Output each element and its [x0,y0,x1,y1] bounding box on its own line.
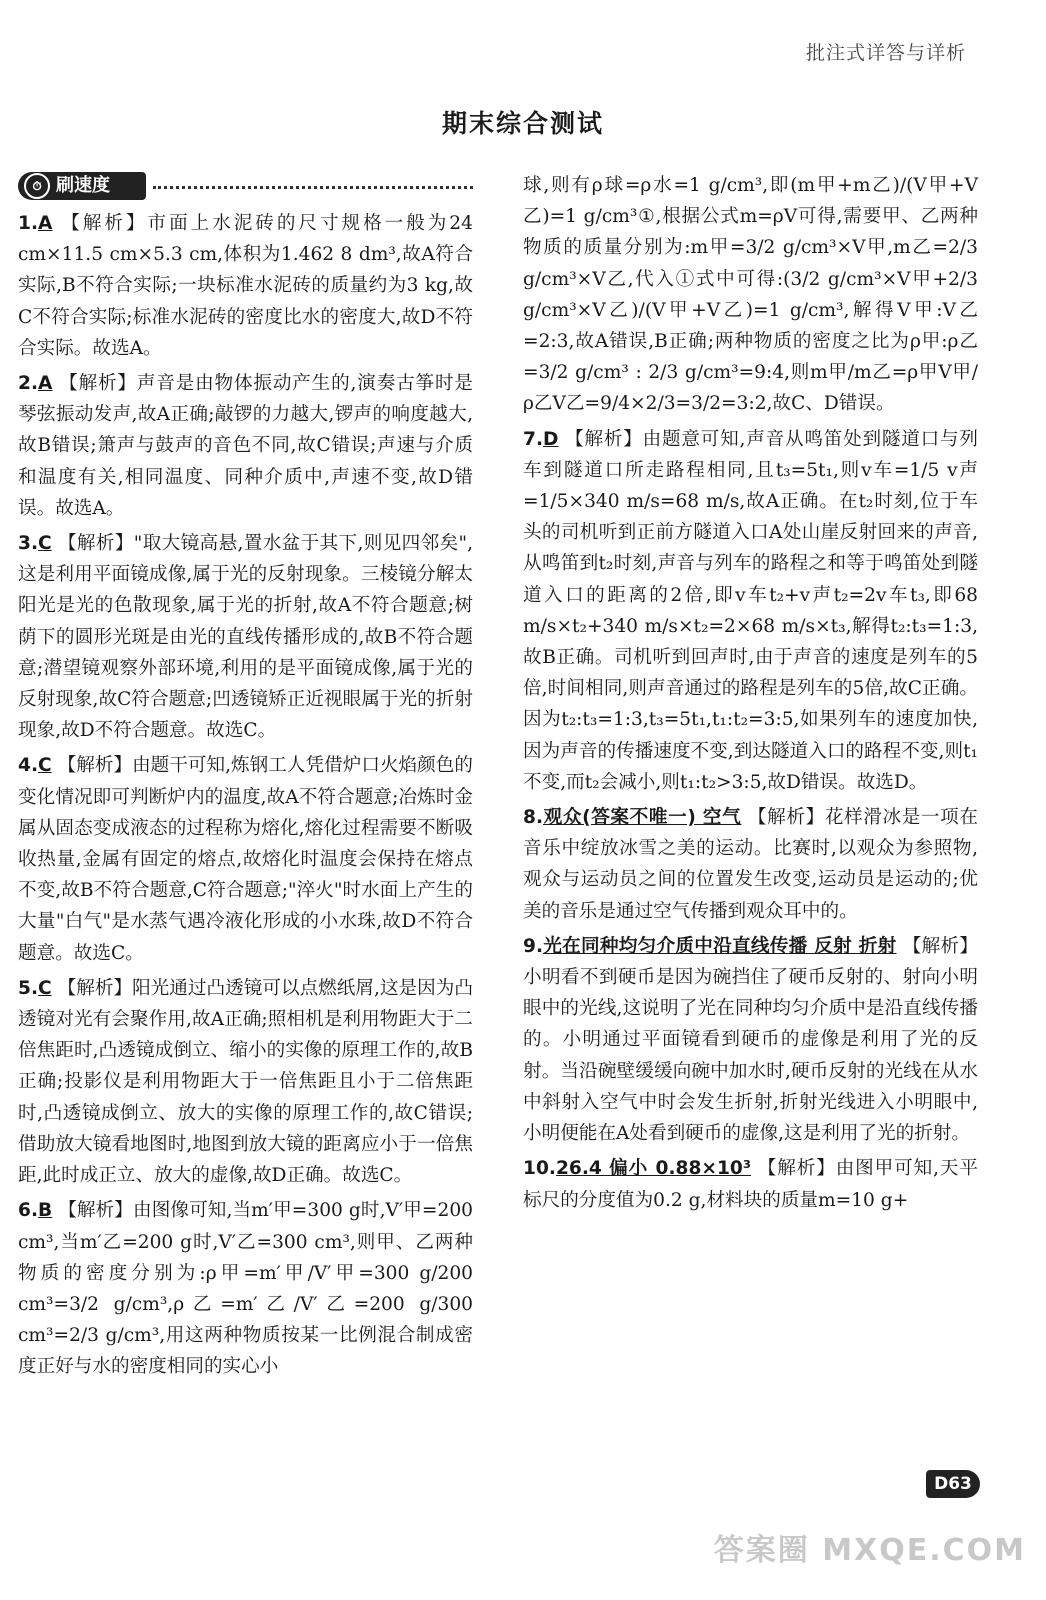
question-number: 4. [18,755,39,777]
analysis-text: 由题意可知,声音从鸣笛处到隧道口与列车到隧道口所走路程相同,且t₃=5t₁,则v车=1/5 v声=1/5×340 m/s=68 m/s,故A正确。在t₂时刻,位于车头的司机听到正前方隧道入口A处山崖反射回来的声音,从鸣笛到t₂时刻,声音与列车的路程之和等于鸣笛处到隧道入口的距离的2倍,即v车t₂+v声t₂=2v车t₃,即68 m/s×t₂+340 m/s×t₂=2×68 m/s×t₃,解得t₂:t₃=1:3,故B正确。司机听到回声时,由于声音的速度是列车的5倍,时间相同,则声音通过的路程是列车的5倍,故C正确。因为t₂:t₃=1:3,t₃=5t₁,t₁:t₂=3:5,如果列车的速度加快,因为声音的传播速度不变,到达隧道入口的路程不变,则t₁不变,而t₂会减小,则t₁:t₂>3:5,故D错误。故选D。 [523,428,978,793]
question-number: 9. [523,935,544,957]
analysis-text: 市面上水泥砖的尺寸规格一般为24 cm×11.5 cm×5.3 cm,体积为1.462 8 dm³,故A符合实际,B不符合实际;一块标准水泥砖的质量约为3 kg,故C不符合实际;标准水泥砖的密度比水的密度大,故D不符合实际。故选A。 [18,213,473,359]
answer-item [18,208,473,364]
analysis-tag: 【解析】 [61,213,148,234]
page-number: D63 [926,1470,980,1498]
answer-item [523,170,978,420]
answer-item [18,973,473,1191]
question-number: 1. [18,213,39,234]
page-title: 期末综合测试 [441,109,604,138]
right-column [523,170,978,1220]
answer-choice: A [38,213,53,234]
analysis-text: 声音是由物体振动产生的,演奏古筝时是琴弦振动发声,故A正确;敲锣的力越大,锣声的响度越大,故B错误;箫声与鼓声的音色不同,故C错误;声速与介质和温度有关,相同温度、同种介质中,声速不变,故D错误。故选A。 [18,373,473,519]
analysis-text: 球,则有ρ球=ρ水=1 g/cm³,即(m甲+m乙)/(V甲+V乙)=1 g/cm³①,根据公式m=ρV可得,需要甲、乙两种物质的质量分别为:m甲=3/2 g/cm³×V甲,m乙=2/3 g/cm³×V乙,代入①式中可得:(3/2 g/cm³×V甲+2/3 g/cm³×V乙)/(V甲+V乙)=1 g/cm³,解得V甲:V乙=2:3,故A错误,B正确;两种物质的密度之比为ρ甲:ρ乙=3/2 g/cm³ : 2/3 g/cm³=9:4,则m甲/m乙=ρ甲V甲/ρ乙V乙=9/4×2/3=3/2=3:2,故C、D错误。 [523,175,978,415]
watermark: 答案圈 MXQE.COM [713,1533,1026,1568]
analysis-tag: 【解析】 [757,1158,836,1180]
answer-choice: 光在同种均匀介质中沿直线传播 反射 折射 [543,935,897,957]
section-badge [18,172,146,200]
answer-item [18,1195,473,1382]
answer-item [523,931,978,1149]
answer-choice: A [38,373,53,395]
analysis-text: 阳光通过凸透镜可以点燃纸屑,这是因为凸透镜对光有会聚作用,故A正确;照相机是利用物距大于二倍焦距时,凸透镜成倒立、缩小的实像的原理工作的,故B正确;投影仪是利用物距大于一倍焦距且小于二倍焦距时,凸透镜成倒立、放大的实像的原理工作的,故C错误;借助放大镜看地图时,地图到放大镜的距离应小于一倍焦距,此时成正立、放大的虚像,故D正确。故选C。 [18,977,473,1187]
analysis-text: 由题干可知,炼钢工人凭借炉口火焰颜色的变化情况即可判断炉内的温度,故A不符合题意;冶炼时金属从固态变成液态的过程称为熔化,熔化过程需要不断吸收热量,金属有固定的熔点,故熔化时温度会保持在熔点不变,故B不符合题意,C符合题意;"淬火"时水面上产生的大量"白气"是水蒸气遇冷液化形成的小水珠,故D不符合题意。故选C。 [18,755,473,964]
answer-item [18,368,473,524]
section-label: 刷速度 [56,175,110,196]
answer-choice: 观众(答案不唯一) 空气 [543,807,742,829]
analysis-text: 由图甲可知,天平标尺的分度值为0.2 g,材料块的质量m=10 g+ [523,1158,978,1211]
analysis-tag: 【解析】 [57,977,133,999]
answer-item [523,1153,978,1215]
analysis-tag: 【解析】 [59,373,137,395]
header-series: 批注式详答与详析 [805,42,966,64]
answer-item [18,750,473,968]
analysis-text: 花样滑冰是一项在音乐中绽放冰雪之美的运动。比赛时,以观众为参照物,观众与运动员之间的位置发生改变,运动员是运动的;优美的音乐是通过空气传播到观众耳中的。 [523,807,978,922]
analysis-text: "取大镜高悬,置水盆于其下,则见四邻矣",这是利用平面镜成像,属于光的反射现象。三棱镜分解太阳光是光的色散现象,属于光的折射,故A不符合题意;树荫下的圆形光斑是由光的直线传播形成的,故B不符合题意;潜望镜观察外部环境,利用的是平面镜成像,属于光的反射现象,故C符合题意;凹透镜矫正近视眼属于光的折射现象,故D不符合题意。故选C。 [18,533,473,742]
answer-item [523,424,978,798]
analysis-text: 由图像可知,当m′甲=300 g时,V′甲=200 cm³,当m′乙=200 g时,V′乙=300 cm³,则甲、乙两种物质的密度分别为:ρ甲=m′甲/V′甲=300 g/200 cm³=3/2 g/cm³,ρ乙=m′乙/V′乙=200 g/300 cm³=2/3 g/cm³,用这两种物质按某一比例混合制成密度正好与水的密度相同的实心小 [18,1200,473,1378]
answer-item [523,802,978,927]
section-divider [153,186,473,189]
question-number: 3. [18,533,39,555]
answer-choice: C [38,533,52,555]
question-number: 8. [523,807,544,829]
question-number: 2. [18,373,39,395]
analysis-tag: 【解析】 [902,935,978,957]
analysis-tag: 【解析】 [57,755,133,777]
section-header [18,170,473,206]
stopwatch-icon: ⏱ [24,173,50,199]
left-column [18,170,473,1387]
question-number: 6. [18,1200,39,1222]
answer-choice: B [38,1200,53,1222]
answer-choice: D [543,428,559,450]
question-number: 7. [523,428,544,450]
question-number: 10. [523,1158,556,1180]
analysis-text: 小明看不到硬币是因为碗挡住了硬币反射的、射向小明眼中的光线,这说明了光在同种均匀介质中是沿直线传播的。小明通过平面镜看到硬币的虚像是利用了光的反射。当沿碗壁缓缓向碗中加水时,硬币反射的光线在从水中斜射入空气中时会发生折射,折射光线进入小明眼中,小明便能在A处看到硬币的虚像,这是利用了光的折射。 [523,967,978,1145]
answer-choice: C [38,977,52,999]
analysis-tag: 【解析】 [57,533,134,555]
answer-item [18,528,473,746]
analysis-tag: 【解析】 [58,1200,133,1222]
analysis-tag: 【解析】 [747,807,825,829]
answer-choice: C [38,755,52,777]
answer-choice: 26.4 偏小 0.88×10³ [555,1158,751,1180]
question-number: 5. [18,977,39,999]
analysis-tag: 【解析】 [565,428,643,450]
